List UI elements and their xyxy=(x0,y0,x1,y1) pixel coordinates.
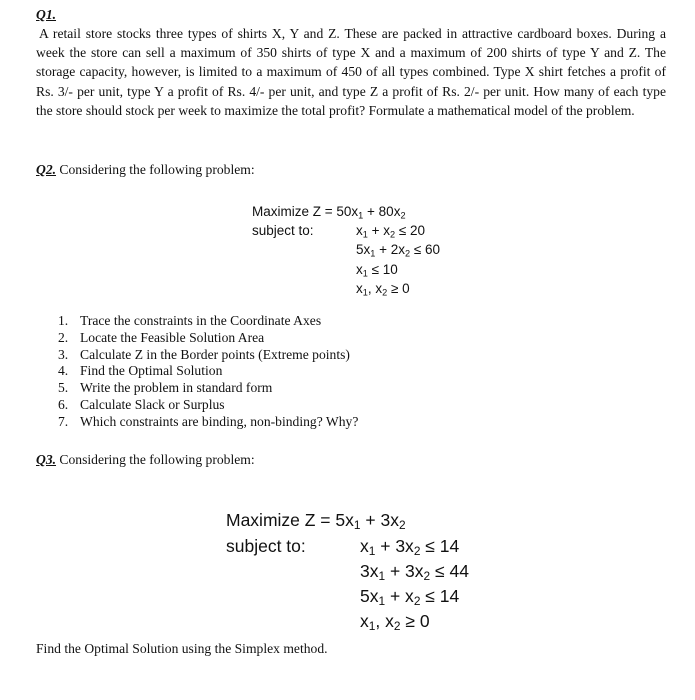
q2-intro: Considering the following problem: xyxy=(59,162,255,177)
task-number: 3. xyxy=(58,346,69,362)
list-item xyxy=(58,363,358,380)
task-text: Locate the Feasible Solution Area xyxy=(80,329,265,345)
q3-constraint-2 xyxy=(360,559,469,583)
q2-c2-op: + 2x xyxy=(375,242,406,257)
q2-constraint-3 xyxy=(356,261,398,278)
q3-footer: Find the Optimal Solution using the Simplex method. xyxy=(36,641,328,656)
list-item xyxy=(58,414,358,431)
q2-constraint-4 xyxy=(356,280,410,297)
q2-task-list xyxy=(58,313,358,431)
q3-objective xyxy=(226,508,406,532)
q2-c4-a: x xyxy=(356,281,363,296)
q3-c4-a-sub: 1 xyxy=(368,618,376,633)
q3-c2-rel: ≤ 44 xyxy=(430,561,469,581)
q2-c4-a-sub: 1 xyxy=(362,287,368,298)
q3-c2-b-sub: 2 xyxy=(423,568,431,583)
q3-constraint-3 xyxy=(360,584,459,608)
q2-c1-op: + x xyxy=(367,223,390,238)
q3-c2-a-sub: 1 xyxy=(378,568,386,583)
q3-intro: Considering the following problem: xyxy=(59,452,255,467)
q2-constraint-2 xyxy=(356,241,440,258)
q3-c1-a: x xyxy=(360,536,369,556)
q2-c3-a-sub: 1 xyxy=(362,268,368,279)
q3-obj-term2: 3x xyxy=(380,510,399,530)
task-number: 5. xyxy=(58,380,69,396)
q3-c1-op: + 3x xyxy=(375,536,414,556)
q3-c3-op: + x xyxy=(385,586,414,606)
task-number: 6. xyxy=(58,396,69,412)
q3-subject-to: subject to: xyxy=(226,536,306,556)
q2-c2-a-sub: 1 xyxy=(370,248,376,259)
task-number: 4. xyxy=(58,363,69,379)
q3-c3-b-sub: 2 xyxy=(413,593,421,608)
task-number: 2. xyxy=(58,329,69,345)
q3-obj-term1: 5x xyxy=(335,510,354,530)
task-text: Find the Optimal Solution xyxy=(80,363,223,379)
task-text: Calculate Z in the Border points (Extreme points) xyxy=(80,346,350,362)
q1-text: A retail store stocks three types of shirts X, Y and Z. These are packed in attractive cardboard boxes. During a week the store can sell a maximum of 350 shirts of type X and a maximum of 200 shirts of type Y and Z. The storage capacity, however, is limited to a maximum of 450 of all types combined. Type X shirt fetches a profit of Rs. 3/- per unit, type Y a profit of Rs. 4/- per unit, and type Z a profit of Rs. 2/- per unit. How many of each type the store should stock per week to maximize the total profit? Formulate a mathematical model of the problem. xyxy=(36,26,666,118)
list-item xyxy=(58,397,358,414)
q3-c4-b-sub: 2 xyxy=(393,618,401,633)
q3-c1-b-sub: 2 xyxy=(413,543,421,558)
q2-c4-rel: ≥ 0 xyxy=(387,281,410,296)
task-text: Calculate Slack or Surplus xyxy=(80,396,225,412)
q2-obj-term2: 80x xyxy=(378,204,401,219)
q2-c4-op: , x xyxy=(367,281,383,296)
q2-c4-b-sub: 2 xyxy=(382,287,388,298)
task-number: 7. xyxy=(58,413,69,429)
q2-heading: Q2. xyxy=(36,162,57,177)
q3-constraint-1 xyxy=(360,534,459,558)
q3-c1-a-sub: 1 xyxy=(368,543,376,558)
list-item xyxy=(58,347,358,364)
q3-c2-a: 3x xyxy=(360,561,379,581)
q3-c3-a-sub: 1 xyxy=(378,593,386,608)
q2-c3-a: x xyxy=(356,262,363,277)
task-text: Trace the constraints in the Coordinate Axes xyxy=(80,313,322,328)
q3-obj-op: + xyxy=(360,510,381,530)
q2-objective xyxy=(252,203,406,220)
list-item xyxy=(58,380,358,397)
q2-c1-a-sub: 1 xyxy=(362,229,368,240)
task-text: Which constraints are binding, non-binding? Why? xyxy=(80,413,359,429)
q2-c1-rel: ≤ 20 xyxy=(395,223,426,238)
q2-c1-b-sub: 2 xyxy=(390,229,396,240)
q2-c2-a: 5x xyxy=(356,242,371,257)
q3-c3-rel: ≤ 14 xyxy=(420,586,460,606)
task-number: 1. xyxy=(58,313,69,328)
q2-constraint-1 xyxy=(356,222,425,239)
q2-obj-term1: 50x xyxy=(336,204,359,219)
q2-c3-rel: ≤ 10 xyxy=(367,262,398,277)
q2-objective-label: Maximize Z = xyxy=(252,204,337,219)
q3-objective-label: Maximize Z = xyxy=(226,510,336,530)
task-text: Write the problem in standard form xyxy=(80,380,273,396)
q2-obj-op: + xyxy=(363,204,379,219)
q3-heading: Q3. xyxy=(36,452,57,467)
list-item xyxy=(58,330,358,347)
q2-obj-term2-sub: 2 xyxy=(400,210,406,221)
list-item xyxy=(58,313,358,330)
q2-intro-line xyxy=(36,161,255,178)
q3-c4-a: x xyxy=(360,611,369,631)
q2-c1-a: x xyxy=(356,223,363,238)
q3-c4-op: , x xyxy=(375,611,394,631)
q3-constraint-4 xyxy=(360,609,430,633)
q3-c1-rel: ≤ 14 xyxy=(420,536,460,556)
q3-obj-term2-sub: 2 xyxy=(398,517,406,532)
q2-c2-b-sub: 2 xyxy=(405,248,411,259)
q1-heading: Q1. xyxy=(36,7,57,22)
q2-obj-term1-sub: 1 xyxy=(358,210,364,221)
q2-subject-to: subject to: xyxy=(252,223,314,238)
q3-obj-term1-sub: 1 xyxy=(353,517,361,532)
q3-c2-op: + 3x xyxy=(385,561,424,581)
q3-c4-rel: ≥ 0 xyxy=(400,611,430,631)
q3-c3-a: 5x xyxy=(360,586,379,606)
q2-c2-rel: ≤ 60 xyxy=(410,242,441,257)
q3-intro-line xyxy=(36,451,255,468)
